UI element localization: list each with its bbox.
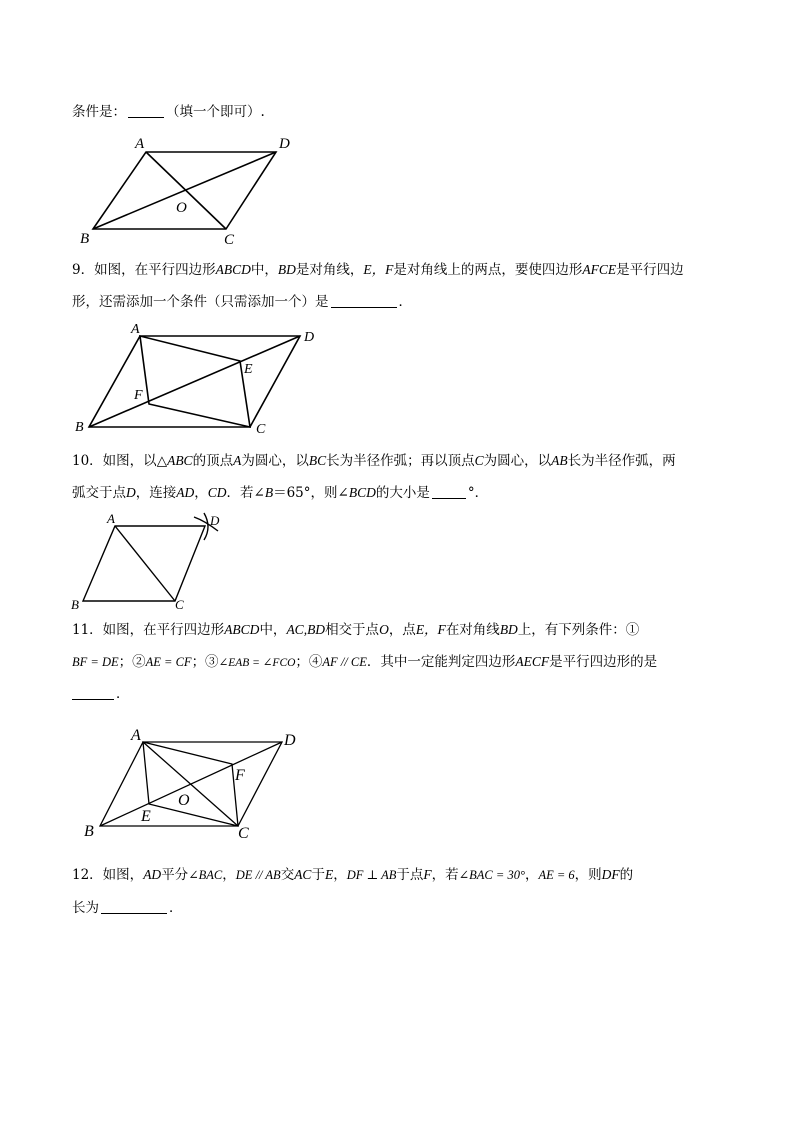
question-text-fragment: ∠BAC xyxy=(188,868,223,882)
question-text-fragment: 相交于点 xyxy=(325,622,380,638)
question-text-fragment: ABCD xyxy=(215,262,251,277)
q11-label-o: O xyxy=(178,792,190,809)
question-text-fragment: AE = CF xyxy=(145,655,192,669)
question-text-fragment: D xyxy=(126,485,136,500)
question-text-fragment: ．其中一定能判定四边形 xyxy=(366,654,516,670)
question-text-fragment: E，F xyxy=(363,262,394,277)
question-text-fragment: 是对角线上的两点，要使四边形 xyxy=(393,262,583,278)
question-text-fragment: 在对角线 xyxy=(445,622,500,638)
question-text-fragment: 的顶点 xyxy=(192,453,234,469)
question-text-fragment: 是对角线， xyxy=(295,262,364,278)
question-text-fragment: 10．如图，以 xyxy=(72,453,157,469)
question-text-fragment: AC,BD xyxy=(286,622,326,637)
question-text-fragment: B xyxy=(264,485,274,500)
question-text-fragment: AD xyxy=(143,867,162,882)
question-text-fragment: BF = DE xyxy=(72,655,119,669)
question-text-fragment: 为圆心，以 xyxy=(241,453,309,469)
question-text-fragment: 长为 xyxy=(72,900,99,916)
q12-text-line-2 xyxy=(72,898,183,918)
question-text-fragment: A xyxy=(233,453,242,468)
q11-label-b: B xyxy=(84,823,94,840)
q8-text: 条件是： xyxy=(72,104,126,120)
question-text-fragment: AFCE xyxy=(582,262,617,277)
q11-label-d: D xyxy=(284,732,296,749)
question-text-fragment: C xyxy=(474,453,484,468)
q8-text: （填一个即可）. xyxy=(166,104,265,120)
question-text-fragment: °． xyxy=(467,485,489,501)
question-text-fragment: AECF xyxy=(515,654,550,669)
question-text-fragment: DF xyxy=(601,867,620,882)
question-text-fragment: BCD xyxy=(348,485,376,500)
question-text-fragment: ，点 xyxy=(388,622,416,638)
q8-label-o: O xyxy=(176,200,187,216)
question-text-fragment: ． xyxy=(169,900,183,916)
q8-label-a: A xyxy=(135,136,145,152)
q10-label-c: C xyxy=(175,597,184,612)
question-text-fragment: 交 xyxy=(280,867,295,883)
question-text-fragment: ． xyxy=(398,294,412,310)
q12-answer-blank[interactable] xyxy=(101,899,167,914)
q10-label-d: D xyxy=(210,513,220,528)
question-text-fragment: ，连接 xyxy=(135,485,177,501)
question-text-fragment: 是平行四边形的是 xyxy=(549,654,658,670)
question-text-fragment: DF ⊥ AB xyxy=(346,868,397,882)
q10-label-b: B xyxy=(71,597,79,612)
question-text-fragment: 于点 xyxy=(396,867,424,883)
question-text-fragment: 11．如图，在平行四边形 xyxy=(72,622,225,638)
question-text-fragment: 长为半径作弧；再以顶点 xyxy=(326,453,475,469)
q11-label-c: C xyxy=(238,825,249,842)
question-text-fragment: 长为半径作弧，两 xyxy=(567,453,676,469)
question-text-fragment: AB xyxy=(551,453,568,468)
question-text-fragment: CD xyxy=(207,485,227,500)
question-text-fragment: ＝65°，则∠ xyxy=(273,485,349,501)
question-text-fragment: 于 xyxy=(311,867,325,883)
q11-label-a: A xyxy=(131,727,141,744)
q9-label-b: B xyxy=(75,420,84,435)
question-text-fragment: 形，还需添加一个条件（只需添加一个）是 xyxy=(72,294,329,310)
question-text-fragment: ，若 xyxy=(431,867,459,883)
question-text-fragment: ；② xyxy=(118,654,146,670)
q8-label-b: B xyxy=(80,231,90,247)
q12-text-line-1 xyxy=(72,865,633,885)
q9-label-a: A xyxy=(131,322,140,337)
question-text-fragment: 是平行四边 xyxy=(616,262,684,278)
question-text-fragment: E，F xyxy=(415,622,446,637)
q8-label-d: D xyxy=(279,136,290,152)
question-text-fragment: 的大小是 xyxy=(375,485,430,501)
question-text-fragment: ；④ xyxy=(295,654,323,670)
question-text-fragment: 9．如图，在平行四边形 xyxy=(72,262,216,278)
question-text-fragment: △ABC xyxy=(156,453,193,468)
question-text-fragment: 上，有下列条件：① xyxy=(517,622,640,638)
question-text-fragment: ；③ xyxy=(191,654,219,670)
question-text-fragment: ．若∠ xyxy=(226,485,265,501)
question-text-fragment: ， xyxy=(524,867,539,883)
q9-label-f: F xyxy=(134,388,143,403)
question-text-fragment: ， xyxy=(194,485,208,501)
question-text-fragment: E xyxy=(324,867,334,882)
q9-label-d: D xyxy=(304,330,315,345)
q9-label-c: C xyxy=(256,422,266,437)
question-text-fragment: ，则 xyxy=(574,867,602,883)
question-text-fragment: AC xyxy=(294,867,312,882)
question-text-fragment: BD xyxy=(277,262,296,277)
question-text-fragment: AD xyxy=(176,485,195,500)
question-text-fragment: ， xyxy=(333,867,347,883)
question-text-fragment: 平分 xyxy=(161,867,189,883)
question-text-fragment: AF // CE xyxy=(322,655,367,669)
question-text-fragment: O xyxy=(379,622,389,637)
q9-label-e: E xyxy=(244,362,253,377)
question-text-fragment: ∠EAB = ∠FCO xyxy=(218,657,296,669)
question-text-fragment: AE = 6 xyxy=(538,868,575,882)
q10-label-a: A xyxy=(107,511,115,526)
question-text-fragment: 的 xyxy=(619,867,634,883)
question-text-fragment: BD xyxy=(499,622,518,637)
q11-label-f: F xyxy=(235,767,245,784)
question-text-fragment: BC xyxy=(308,453,327,468)
question-text-fragment: 弧交于点 xyxy=(72,485,126,501)
question-text-fragment: F xyxy=(423,867,432,882)
question-text-fragment: ， xyxy=(222,867,236,883)
question-text-fragment: 中， xyxy=(259,622,287,638)
q8-label-c: C xyxy=(224,232,235,248)
question-text-fragment: DE // AB xyxy=(235,868,281,882)
question-text-fragment: ABCD xyxy=(224,622,260,637)
question-text-fragment: 为圆心，以 xyxy=(483,453,552,469)
q11-diagonal-bd xyxy=(100,742,282,826)
question-text-fragment: 12．如图， xyxy=(72,867,144,883)
question-text-fragment: ． xyxy=(116,686,130,702)
question-text-fragment: ∠BAC = 30° xyxy=(458,868,525,882)
question-text-fragment: 中， xyxy=(250,262,278,278)
q11-label-e: E xyxy=(141,808,151,825)
